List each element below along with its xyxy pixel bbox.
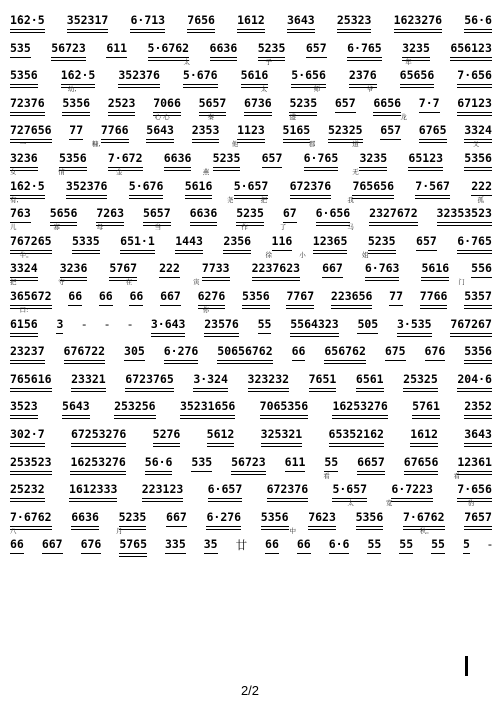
note-group: 5656	[49, 206, 78, 221]
note-group: 1̇6̇2·5	[10, 178, 45, 193]
note-group: 1443	[175, 233, 203, 248]
note-group: 52325	[327, 123, 363, 138]
notation-row	[10, 148, 492, 176]
note-group: 7·672	[107, 150, 143, 165]
note-group: 535	[191, 454, 213, 469]
page-number: 2/2	[240, 683, 260, 698]
note-group: 765616	[10, 371, 52, 386]
note-group: 305	[124, 344, 145, 359]
lyric-syllable: 母	[96, 223, 104, 232]
note-group: 5165	[282, 123, 311, 138]
lyric-syllable: 在	[125, 278, 133, 287]
note-group: 6·7223	[391, 482, 433, 497]
note-group: -	[487, 537, 492, 552]
note-group: 23321	[71, 371, 106, 386]
note-group: 204·6	[457, 371, 492, 386]
note-group: 7623	[308, 509, 336, 524]
note-group: -	[105, 316, 110, 331]
note-group: 1623276	[393, 13, 443, 27]
note-group: 535	[10, 40, 31, 55]
note-group: 56·6	[144, 454, 173, 469]
note-group: 656123	[450, 40, 492, 55]
note-group: 55	[257, 316, 272, 331]
note-group: 5356	[260, 509, 289, 524]
lyric-syllable: 尧	[226, 195, 234, 204]
lyric-syllable: 糠,	[91, 140, 101, 149]
note-group: 352317	[66, 13, 109, 27]
note-group: 667	[322, 261, 343, 276]
note-group: 65352162	[328, 426, 384, 441]
note-group: 5356	[464, 150, 492, 165]
note-group: 55	[399, 537, 414, 552]
note-group: 5356	[355, 509, 384, 524]
note-group: 6·656	[315, 206, 351, 221]
note-group: 23576	[204, 316, 239, 331]
note-group: 3643	[464, 426, 492, 441]
lyric-syllable: 寡	[53, 223, 60, 232]
note-group: 223656	[330, 288, 373, 303]
notation-line	[10, 427, 492, 442]
note-group: 7·6762	[402, 509, 445, 524]
notation-row	[10, 369, 492, 397]
note-group: 7065356	[259, 399, 309, 414]
lyric-syllable: 爷	[366, 85, 374, 94]
notation-line	[10, 261, 492, 276]
note-group: 6636	[209, 40, 238, 55]
note-group: 3·324	[193, 371, 228, 386]
note-group: 66	[296, 537, 311, 552]
lyric-syllable: 了	[279, 223, 287, 232]
notation-line	[10, 482, 492, 497]
note-group: 675	[384, 344, 406, 359]
note-group: 116	[271, 233, 293, 248]
note-group: 2356	[223, 233, 252, 248]
notation-rows	[10, 10, 492, 562]
lyric-line	[10, 553, 492, 562]
note-group: 352376	[118, 68, 160, 83]
lyric-syllable: 马	[347, 223, 354, 232]
note-group: 25323	[336, 13, 372, 27]
note-group: 727656	[10, 123, 52, 138]
note-group: 1̇6̇2·5	[10, 13, 45, 27]
lyric-syllable: 燕	[202, 167, 210, 176]
note-group: 5564323	[290, 316, 339, 331]
note-group: 50656762	[217, 344, 273, 359]
note-group: 6657	[357, 454, 385, 469]
lyric-syllable: 金	[116, 167, 123, 176]
note-group: 66	[129, 288, 144, 303]
note-group: 6276	[197, 288, 226, 303]
note-group: 32353523	[436, 206, 492, 221]
note-group: 65123	[408, 150, 444, 165]
lyric-syllable: 心 心	[154, 112, 170, 121]
note-group: 55	[431, 537, 445, 552]
note-group: 222	[159, 261, 180, 276]
note-group: 2237623	[251, 261, 301, 276]
note-group: 253256	[114, 399, 156, 414]
notation-row	[10, 534, 492, 562]
note-group: 6·765	[303, 150, 339, 165]
note-group: 25325	[403, 371, 438, 386]
note-group: 7766	[419, 288, 448, 303]
note-group: 5235	[289, 95, 318, 110]
note-group: 6·276	[206, 509, 242, 524]
note-group: 6723765	[125, 371, 174, 386]
note-group: 2353	[191, 123, 220, 138]
lyric-syllable: 父	[472, 140, 480, 149]
lyric-syllable: 中	[289, 526, 297, 535]
note-group: 335	[165, 537, 186, 552]
note-group: 7·656	[457, 482, 492, 497]
note-group: 7·6762	[10, 509, 52, 524]
note-group: 657	[380, 123, 402, 138]
note-group: 25232	[10, 482, 45, 497]
lyric-syllable: 孤	[477, 195, 485, 204]
lyric-syllable: 道	[352, 140, 359, 149]
note-group: 3643	[286, 13, 315, 27]
note-group: 6765	[418, 123, 447, 138]
notation-row	[10, 396, 492, 424]
note-group: 5335	[72, 233, 100, 248]
note-group: 2352	[464, 399, 492, 414]
note-group: 5357	[464, 288, 492, 303]
note-group: 5616	[421, 261, 450, 276]
notation-line	[10, 179, 492, 194]
lyric-syllable: 牛。	[19, 250, 33, 259]
note-group: 67123	[457, 95, 492, 110]
note-group: 72376	[10, 95, 45, 110]
note-group: 7766	[100, 123, 129, 138]
lyric-syllable: 太	[260, 85, 268, 94]
note-group: 302·7	[10, 426, 45, 441]
notation-line	[10, 510, 492, 525]
note-group: 765656	[352, 178, 394, 193]
notation-line	[10, 372, 492, 387]
note-group: 5235	[212, 150, 241, 165]
lyric-syllable: 子	[265, 57, 272, 66]
note-group: 1612	[410, 426, 438, 441]
note-group: 7263	[96, 206, 125, 221]
notation-line	[10, 317, 492, 332]
note-group: 6656	[373, 95, 402, 110]
lyric-syllable: 看	[323, 471, 330, 480]
notation-line	[10, 41, 492, 56]
notation-row	[10, 314, 492, 342]
note-group: 767265	[10, 233, 52, 248]
lyric-syllable: 口:	[19, 305, 29, 314]
note-group: 667	[160, 288, 181, 303]
note-group: 16253276	[70, 454, 126, 469]
note-group: 55	[367, 537, 382, 552]
note-group: 6·765	[347, 40, 382, 55]
notation-row	[10, 10, 492, 38]
lyric-syllable: 我	[347, 195, 354, 204]
note-group: 657	[305, 40, 327, 55]
note-group: 5·657	[332, 482, 368, 497]
lyric-syllable: 情	[58, 167, 65, 176]
note-group: 352376	[65, 178, 108, 193]
notation-row	[10, 93, 492, 121]
notation-line	[10, 68, 492, 83]
notation-row	[10, 65, 492, 93]
note-group: 7·7	[418, 95, 440, 110]
note-group: 2523	[107, 95, 136, 110]
note-group: 6·6	[328, 537, 350, 552]
note-group: 56723	[51, 40, 86, 55]
note-group: 667	[41, 537, 63, 552]
notation-row	[10, 258, 492, 286]
lyric-syllable: 师	[313, 85, 321, 94]
lyric-syllable: 寅	[193, 278, 200, 287]
notation-line	[10, 96, 492, 111]
notation-row	[10, 38, 492, 66]
lyric-syllable: 儿	[10, 223, 17, 232]
note-group: 5·656	[291, 68, 326, 83]
lyric-syllable: 郡	[308, 140, 316, 149]
notation-line	[10, 399, 492, 414]
note-group: 657	[416, 233, 437, 248]
note-group: 1123	[237, 123, 265, 138]
note-group: 6736	[244, 95, 272, 110]
note-group: 56·6	[464, 13, 492, 27]
lyric-syllable: 秋。	[419, 526, 433, 535]
note-group: 6·713	[130, 13, 166, 27]
note-group: 35	[203, 537, 218, 552]
notation-line	[10, 455, 492, 470]
lyric-syllable: 女	[10, 167, 17, 176]
note-group: 676722	[63, 344, 106, 359]
note-group: 5616	[240, 68, 269, 83]
note-group: 657	[334, 95, 356, 110]
note-group: 3235	[402, 40, 430, 55]
note-group: 3324	[464, 123, 492, 138]
notation-line	[10, 13, 492, 28]
notation-row	[10, 479, 492, 507]
note-group: 67	[282, 206, 297, 221]
lyric-syllable: 月	[116, 526, 123, 535]
lyric-syllable: 当	[154, 223, 162, 232]
note-group: 77	[69, 123, 84, 138]
note-group: 67253276	[70, 426, 127, 441]
note-group: 6636	[163, 150, 192, 165]
notation-row	[10, 452, 492, 480]
notation-row	[10, 424, 492, 452]
note-group: 676	[80, 537, 102, 552]
note-group: 505	[357, 316, 379, 331]
notation-line	[10, 234, 492, 249]
note-group: 1̇6̇2·5	[60, 68, 96, 83]
notation-row	[10, 176, 492, 204]
note-group: 66	[291, 344, 306, 359]
note-group: 3	[56, 316, 64, 331]
note-group: 7767	[286, 288, 315, 303]
lyric-syllable: 姐	[361, 250, 369, 259]
note-group: 12365	[312, 233, 348, 248]
lyric-syllable: 守	[58, 278, 65, 287]
lyric-syllable: 无	[352, 167, 359, 176]
note-group: 7657	[464, 509, 492, 524]
note-group: 5657	[142, 206, 171, 221]
note-group: 365672	[10, 288, 52, 303]
lyric-syllable: 太	[183, 57, 191, 66]
notation-row	[10, 120, 492, 148]
note-group: 5761	[412, 399, 440, 414]
note-group: 66	[265, 537, 279, 552]
note-group: 16253276	[332, 399, 388, 414]
note-group: 2376	[348, 68, 377, 83]
lyric-syllable: 秦	[207, 112, 215, 121]
notation-row	[10, 231, 492, 259]
lyric-syllable: 盛	[289, 112, 297, 121]
notation-line	[10, 344, 492, 359]
lyric-syllable: 幼,	[67, 85, 77, 94]
note-group: 5235	[257, 40, 286, 55]
note-group: 5356	[58, 150, 87, 165]
notation-row	[10, 286, 492, 314]
note-group: 7733	[201, 261, 230, 276]
note-group: 1612	[237, 13, 265, 27]
lyric-syllable: 把	[10, 278, 17, 287]
notation-row	[10, 341, 492, 369]
note-group: 3523	[10, 399, 38, 414]
lyric-syllable: 把	[260, 195, 268, 204]
lyric-syllable: 徐	[265, 250, 272, 259]
notation-line	[10, 537, 492, 552]
note-group: 2327672	[369, 206, 418, 221]
note-group: 556	[471, 261, 492, 276]
note-group: 66	[98, 288, 113, 303]
note-group: 6·763	[364, 261, 400, 276]
note-group: 656762	[324, 344, 366, 359]
note-group: 35231656	[179, 399, 236, 414]
note-group: 611	[106, 40, 128, 55]
note-group: 55	[324, 454, 339, 469]
note-group: 6·657	[207, 482, 243, 497]
note-group: -	[82, 316, 87, 331]
note-group: 672376	[266, 482, 309, 497]
notation-row	[10, 507, 492, 535]
lyric-syllable: 作	[241, 223, 248, 232]
note-group: 5235	[367, 233, 396, 248]
note-group: 5765	[119, 537, 148, 552]
note-group: 56723	[231, 454, 266, 469]
notation-line	[10, 123, 492, 138]
lyric-syllable: 年	[405, 57, 412, 66]
lyric-syllable: 你	[202, 305, 210, 314]
notation-line	[10, 206, 492, 221]
note-group: 5	[462, 537, 470, 552]
note-group: 657	[261, 150, 283, 165]
notation-row	[10, 203, 492, 231]
note-group: 5356	[62, 95, 91, 110]
note-group: 3236	[10, 150, 38, 165]
note-group: 7656	[187, 13, 215, 27]
note-group: 3·535	[396, 316, 432, 331]
note-group: 763	[10, 206, 31, 221]
note-group: 672376	[289, 178, 332, 193]
note-group: 12361	[457, 454, 492, 469]
note-group: 6·765	[457, 233, 492, 248]
note-group: 222	[471, 178, 492, 193]
note-group: 667	[166, 509, 187, 524]
note-group: 3324	[10, 261, 38, 276]
note-group: 676	[424, 344, 446, 359]
final-barline	[465, 656, 468, 676]
note-group: 23237	[10, 344, 45, 359]
note-group: 1612333	[68, 482, 118, 497]
note-group: 3·643	[150, 316, 186, 331]
note-group: 3236	[59, 261, 88, 276]
note-group: 325321	[260, 426, 303, 441]
note-group: 67656	[403, 454, 439, 469]
lyric-syllable: 宽	[385, 499, 393, 508]
note-group: 6156	[10, 316, 38, 331]
lyric-syllable: 他	[231, 140, 239, 149]
note-group: 77	[389, 288, 404, 303]
note-group: 5767	[109, 261, 138, 276]
note-group: 5356	[464, 344, 492, 359]
note-group: 767267	[450, 316, 492, 331]
note-group: 6636	[189, 206, 218, 221]
note-group: 5·657	[233, 178, 269, 193]
lyric-syllable: 门	[458, 278, 465, 287]
lyric-syllable: 八	[10, 526, 17, 535]
note-group: 651·1	[120, 233, 155, 248]
note-group: 7066	[153, 95, 181, 110]
lyric-syllable: 豹	[467, 499, 475, 508]
note-group: 6·276	[163, 344, 199, 359]
note-group: 5356	[242, 288, 270, 303]
note-group: 5235	[236, 206, 264, 221]
lyric-syllable: 一	[19, 140, 27, 149]
note-group: 6561	[355, 371, 384, 386]
note-group: 5·6762	[147, 40, 190, 55]
note-group: 66	[10, 537, 24, 552]
lyric-syllable: 龙	[400, 112, 407, 121]
note-group: 7·656	[457, 68, 492, 83]
lyric-syllable: 太	[347, 499, 354, 508]
note-group: 5276	[152, 426, 181, 441]
note-group: 323232	[247, 371, 290, 386]
note-group: 5657	[198, 95, 227, 110]
note-group: 3235	[359, 150, 388, 165]
lyric-syllable: 看	[453, 471, 460, 480]
note-group: 65656	[399, 68, 435, 83]
note-group: 7651	[308, 371, 337, 386]
notation-line	[10, 151, 492, 166]
note-group: 7·567	[415, 178, 450, 193]
note-group: 66	[68, 288, 83, 303]
note-group: 5·676	[182, 68, 218, 83]
note-group: 223123	[141, 482, 184, 497]
notation-line	[10, 289, 492, 304]
note-group: 5643	[62, 399, 90, 414]
note-group: -	[127, 316, 133, 331]
note-group: 5356	[10, 68, 38, 83]
note-group: 6636	[71, 509, 99, 524]
lyric-syllable: 有,	[10, 195, 19, 204]
note-group: 5612	[206, 426, 235, 441]
note-group: 5616	[184, 178, 213, 193]
note-group: 5·676	[128, 178, 164, 193]
note-group: 廿	[235, 538, 248, 553]
note-group: 611	[284, 454, 306, 469]
note-group: 5643	[146, 123, 174, 138]
note-group: 5235	[118, 509, 147, 524]
lyric-syllable: 小	[299, 250, 306, 259]
note-group: 253523	[10, 454, 52, 469]
